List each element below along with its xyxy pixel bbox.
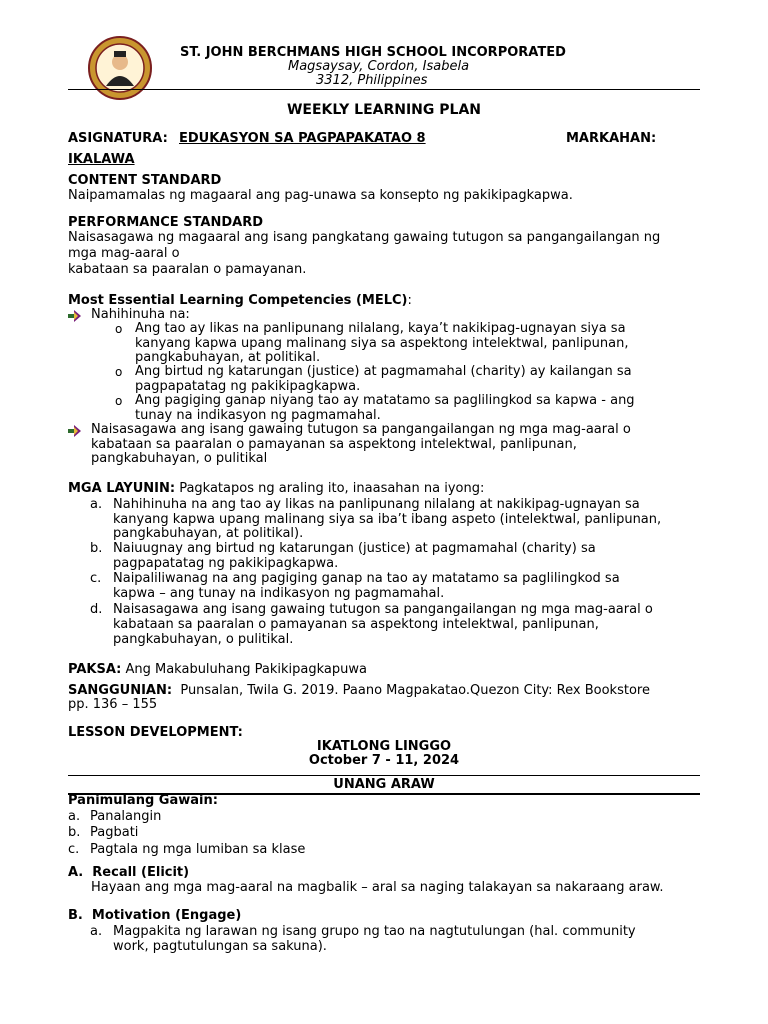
melc-bullet2-line2: kabataan sa paaralan o pamayanan sa aspektong intelektwal, panlipunan, (91, 437, 577, 452)
layunin-intro-row (68, 481, 484, 496)
school-address-line1: Magsaysay, Cordon, Isabela (288, 59, 470, 74)
list-marker-a: a. (90, 924, 103, 939)
paksa-label: PAKSA: (68, 662, 122, 677)
sub-bullet-marker: o (115, 394, 123, 408)
melc-sub2-line2: pagpapatatag ng pakikipagkapwa. (135, 379, 361, 394)
paksa-value: Ang Makabuluhang Pakikipagkapuwa (121, 662, 367, 677)
layunin-d-line1: Naisasagawa ang isang gawaing tutugon sa pangangailangan ng mga mag-aaral o (113, 602, 653, 617)
day-heading: UNANG ARAW (333, 777, 435, 792)
melc-heading-row (68, 293, 412, 308)
melc-heading: Most Essential Learning Competencies (MELC) (68, 293, 408, 308)
sanggunian-label: SANGGUNIAN: (68, 683, 173, 698)
sub-bullet-marker: o (115, 322, 123, 336)
layunin-a-line3: pangkabuhayan, at politikal). (113, 526, 304, 541)
melc-sub1-line3: pangkabuhayan, at politikal. (135, 350, 321, 365)
layunin-intro: Pagkatapos ng araling ito, inaasahan na iyong: (175, 481, 485, 496)
document-title: WEEKLY LEARNING PLAN (286, 102, 481, 118)
layunin-c-line2: kapwa – ang tunay na indikasyon ng pagmamahal. (113, 586, 445, 601)
performance-standard-line1: Naisasagawa ng magaaral ang isang pangkatang gawaing tutugon sa pangangailangan ng (68, 230, 661, 245)
asignatura-label: ASIGNATURA: (68, 131, 168, 146)
week-heading: IKATLONG LINGGO (316, 739, 452, 754)
day-top-divider (68, 775, 700, 776)
school-address-line2: 3312, Philippines (316, 73, 428, 88)
layunin-d-line3: pangkabuhayan, o pulitikal. (113, 632, 294, 647)
melc-bullet2-line1: Naisasagawa ang isang gawaing tutugon sa pangangailangan ng mga mag-aaral o (91, 422, 631, 437)
melc-bullet2-line3: pangkabuhayan, o pulitikal (91, 451, 268, 466)
layunin-d-line2: kabataan sa paaralan o pamayanan sa aspektong intelektwal, panlipunan, (113, 617, 599, 632)
list-marker-c: c. (68, 842, 80, 857)
layunin-c-line1: Naipaliliwanag na ang pagiging ganap na tao ay matatamo sa paglilingkod sa (113, 571, 620, 586)
melc-sub3-line1: Ang pagiging ganap niyang tao ay matatamo sa paglilingkod sa kapwa - ang (135, 393, 635, 408)
arrow-bullet-icon (68, 425, 82, 437)
asignatura-value: EDUKASYON SA PAGPAPAKATAO 8 (179, 131, 426, 146)
motivation-line2: work, pagtutulungan sa sakuna). (113, 939, 327, 954)
motivation-line1: Magpakita ng larawan ng isang grupo ng tao na nagtutulungan (hal. community (113, 924, 636, 939)
school-name: ST. JOHN BERCHMANS HIGH SCHOOL INCORPORATED (180, 45, 566, 60)
sanggunian-row (68, 683, 650, 698)
markahan-label: MARKAHAN: (566, 131, 657, 146)
melc-bullet1: Nahihinuha na: (91, 307, 190, 322)
sanggunian-value-line2: pp. 136 – 155 (68, 697, 158, 712)
list-marker-c: c. (90, 571, 102, 586)
layunin-b-line2: pagpapatatag ng pakikipagkapwa. (113, 556, 339, 571)
list-marker-d: d. (90, 602, 103, 617)
list-marker-a: a. (90, 497, 103, 512)
sub-bullet-marker: o (115, 365, 123, 379)
performance-standard-line3: kabataan sa paaralan o pamayanan. (68, 262, 307, 277)
date-range: October 7 - 11, 2024 (308, 753, 460, 768)
list-marker-b: b. (90, 541, 103, 556)
melc-sub1-line2: kanyang kapwa upang malinang siya sa aspektong intelektwal, panlipunan, (135, 336, 629, 351)
layunin-b-line1: Naiuugnay ang birtud ng katarungan (justice) at pagmamahal (charity) sa (113, 541, 596, 556)
melc-colon: : (407, 293, 412, 308)
list-marker-b: b. (68, 825, 81, 840)
header-divider (68, 89, 700, 90)
panimula-heading: Panimulang Gawain: (68, 793, 218, 808)
performance-standard-line2: mga mag-aaral o (68, 246, 180, 261)
markahan-value: IKALAWA (68, 152, 135, 167)
content-standard-text: Naipamamalas ng magaaral ang pag-unawa sa konsepto ng pakikipagkapwa. (68, 188, 573, 203)
performance-standard-heading: PERFORMANCE STANDARD (68, 215, 263, 230)
melc-sub1-line1: Ang tao ay likas na panlipunang nilalang, kaya’t nakikipag-ugnayan siya sa (135, 321, 626, 336)
content-standard-heading: CONTENT STANDARD (68, 173, 222, 188)
panimula-item-c: Pagtala ng mga lumiban sa klase (90, 842, 306, 857)
recall-text: Hayaan ang mga mag-aaral na magbalik – aral sa naging talakayan sa nakaraang araw. (91, 880, 664, 895)
layunin-label: MGA LAYUNIN: (68, 481, 176, 496)
melc-sub2-line1: Ang birtud ng katarungan (justice) at pagmamahal (charity) ay kailangan sa (135, 364, 632, 379)
panimula-item-b: Pagbati (90, 825, 139, 840)
lesson-development-heading: LESSON DEVELOPMENT: (68, 725, 243, 740)
arrow-bullet-icon (68, 310, 82, 322)
paksa-row (68, 662, 367, 677)
panimula-item-a: Panalangin (90, 809, 162, 824)
list-marker-a: a. (68, 809, 81, 824)
motivation-heading: B. Motivation (Engage) (68, 908, 242, 923)
layunin-a-line1: Nahihinuha na ang tao ay likas na panlipunang nilalang at nakikipag-ugnayan sa (113, 497, 640, 512)
recall-heading: A. Recall (Elicit) (68, 865, 190, 880)
school-seal-logo (88, 36, 152, 100)
layunin-a-line2: kanyang kapwa upang malinang siya sa iba’t ibang aspeto (intelektwal, panlipunan, (113, 512, 662, 527)
sanggunian-value-line1: Punsalan, Twila G. 2019. Paano Magpakatao.Quezon City: Rex Bookstore (172, 683, 650, 698)
melc-sub3-line2: tunay na indikasyon ng pagmamahal. (135, 408, 381, 423)
